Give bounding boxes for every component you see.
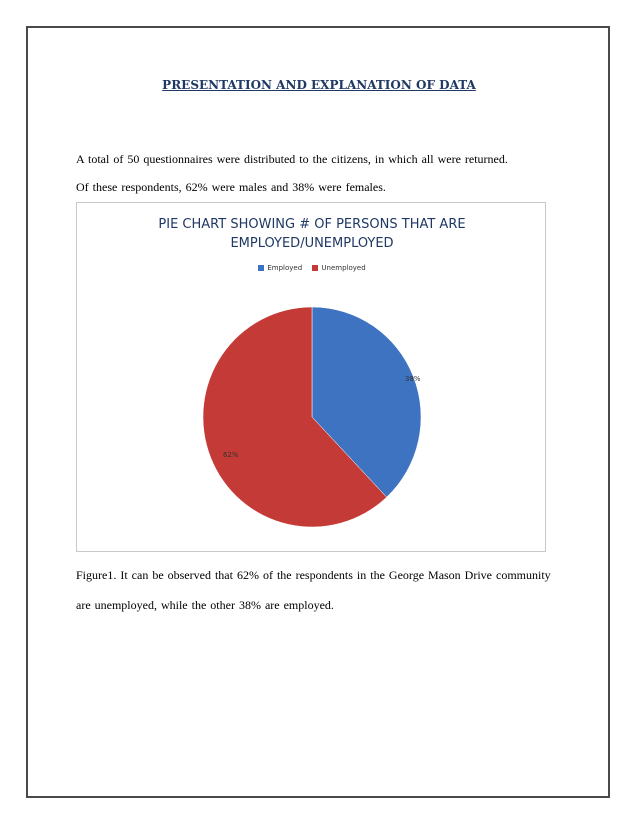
pie-chart-plot (77, 203, 547, 553)
figure-caption-line-1: Figure1. It can be observed that 62% of the respondents in the George Mason Drive community (76, 568, 551, 582)
pie-label-unemployed: 62% (223, 451, 239, 459)
pie-label-employed: 38% (405, 375, 421, 383)
paragraph-respondents: Of these respondents, 62% were males and 38% were females. (76, 180, 386, 194)
page-heading: PRESENTATION AND EXPLANATION OF DATA (162, 78, 476, 92)
paragraph-questionnaires: A total of 50 questionnaires were distributed to the citizens, in which all were returned. (76, 152, 508, 166)
legend-label-unemployed: Unemployed (321, 264, 366, 272)
figure-caption-line-2: are unemployed, while the other 38% are employed. (76, 598, 334, 612)
pie-chart (76, 202, 546, 552)
legend-label-employed: Employed (267, 264, 303, 272)
chart-title-line-2: EMPLOYED/UNEMPLOYED (230, 236, 394, 251)
chart-title-line-1: PIE CHART SHOWING # OF PERSONS THAT ARE (158, 217, 466, 232)
